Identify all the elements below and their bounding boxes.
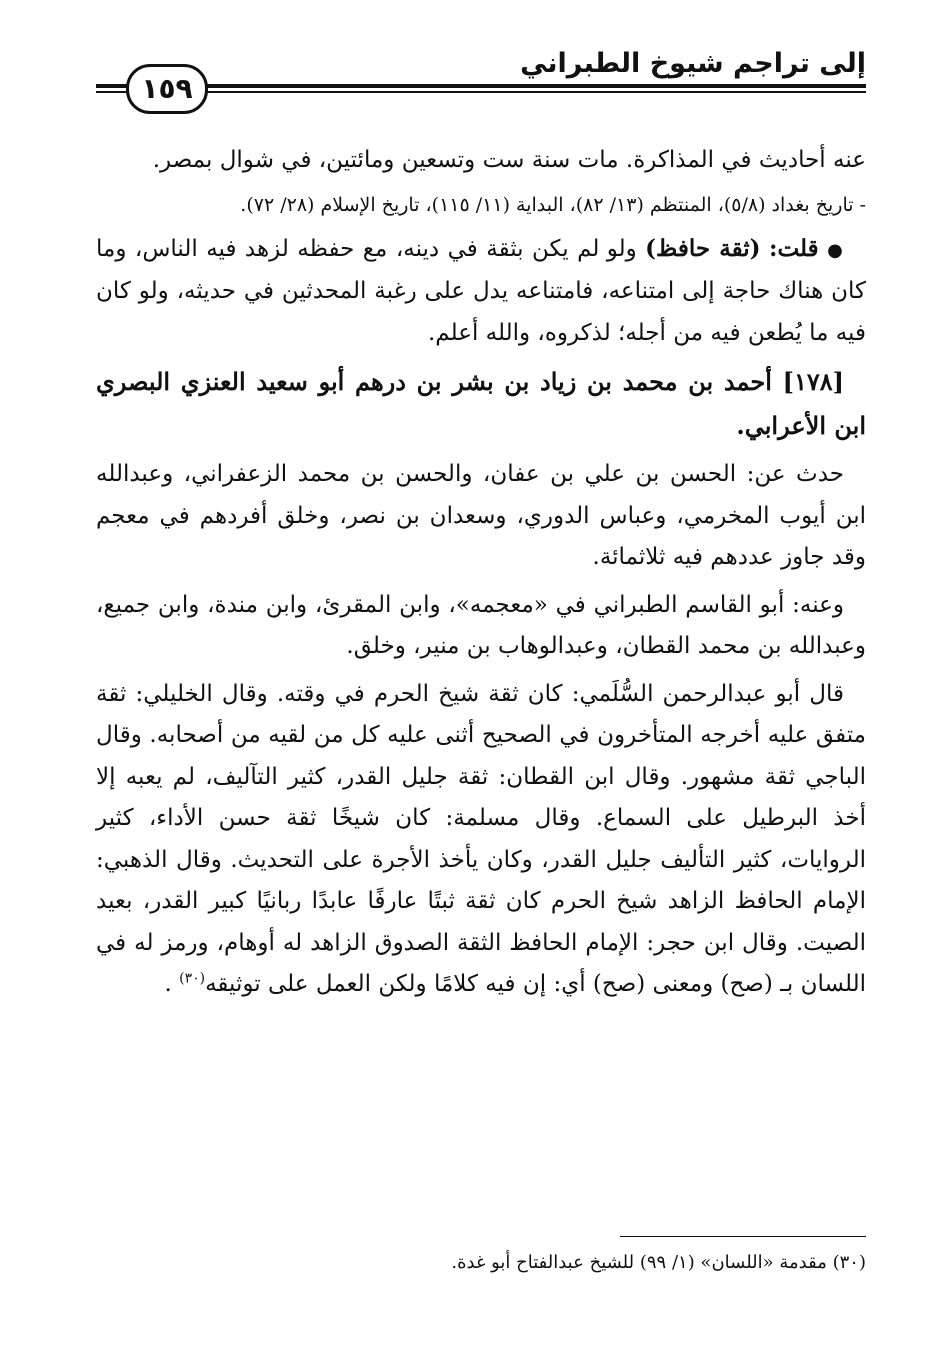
opinion-text: ولو لم يكن بثقة في دينه، مع حفظه لزهد فيه الناس، وما كان هناك حاجة إلى امتناعه، فامتناعه يدل على رغبة المحدثين في حديثه، ولو كان فيه ما يُطعن فيه من أجله؛ لذكروه، والله أعلم. [96, 235, 866, 346]
paragraph-sayings [96, 674, 866, 1006]
main-text [96, 140, 866, 1012]
footnote: (٣٠) مقدمة «اللسان» (١/ ٩٩) للشيخ عبدالفتاح أبو غدة. [451, 1252, 866, 1273]
footnote-divider [620, 1236, 866, 1237]
paragraph-students: وعنه: أبو القاسم الطبراني في «معجمه»، وابن المقرئ، وابن مندة، وابن جميع، وعبدالله بن محمد القطان، وعبدالوهاب بن منير، وخلق. [96, 591, 866, 659]
paragraph-teachers: حدث عن: الحسن بن علي بن عفان، والحسن بن محمد الزعفراني، وعبدالله ابن أيوب المخرمي، وعباس الدوري، وسعدان بن نصر، وخلق أفردهم في معجم وقد جاوز عددهم فيه ثلاثمائة. [96, 461, 866, 570]
sayings-end: . [164, 971, 172, 997]
bullet-icon: ● [827, 239, 844, 261]
header-title: إلى تراجم شيوخ الطبراني [520, 48, 866, 79]
opinion-verdict: (ثقة حافظ) [645, 234, 761, 262]
running-header [96, 40, 866, 110]
paragraph-death: عنه أحاديث في المذاكرة. مات سنة ست وتسعين ومائتين، في شوال بمصر. [152, 147, 866, 173]
header-rule-thin [96, 91, 866, 93]
entry-heading: [١٧٨] أحمد بن محمد بن زياد بن بشر بن درهم أبو سعيد العنزي البصري ابن الأعرابي. [96, 367, 866, 440]
header-rule-thick [96, 84, 866, 88]
paragraph-opinion [96, 228, 866, 355]
opinion-label: قلت: [768, 234, 819, 262]
sayings-text: قال أبو عبدالرحمن السُّلَمي: كان ثقة شيخ الحرم في وقته. وقال الخليلي: ثقة متفق عليه أخرجه المتأخرون في الصحيح أثنى عليه كل من لقيه من أصحابه. وقال الباجي ثقة مشهور. وقال ابن القطان: ثقة جليل القدر، كثير التآليف، لم يعبه إلا أخذ البرطيل على السماع. وقال مسلمة: كان شيخًا ثقة حسن الأداء، كثير الروايات، كثير التأليف جليل القدر، وكان يأخذ الأجرة على التحديث. وقال الذهبي: الإمام الحافظ الزاهد شيخ الحرم كان ثقة ثبتًا عارفًا عابدًا ربانيًا كبير القدر، بعيد الصيت. وقال ابن حجر: الإمام الحافظ الثقة الصدوق الزاهد له أوهام، ورمز له في اللسان بـ (صح) ومعنى (صح) أي: إن فيه كلامًا ولكن العمل على توثيقه [96, 680, 866, 997]
page-number-badge: ١٥٩ [126, 64, 208, 114]
footnote-reference[interactable]: (٣٠) [179, 970, 206, 987]
sources-line: - تاريخ بغداد (٥/٨)، المنتظم (١٣/ ٨٢)، البداية (١١/ ١١٥)، تاريخ الإسلام (٢٨/ ٧٢). [240, 193, 866, 216]
